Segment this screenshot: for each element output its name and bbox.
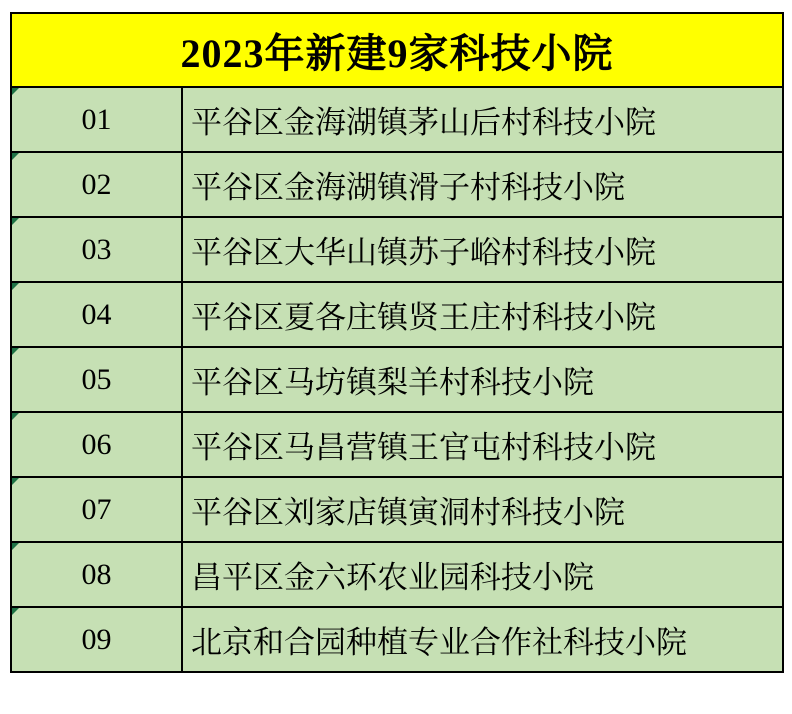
cell-error-triangle-icon [12, 543, 19, 550]
row-number-cell[interactable] [11, 477, 182, 542]
courtyard-name-cell[interactable] [182, 477, 783, 542]
cell-error-triangle-icon [12, 88, 19, 95]
courtyard-name-cell[interactable] [182, 87, 783, 152]
row-number-cell[interactable] [11, 542, 182, 607]
row-number-cell[interactable] [11, 282, 182, 347]
cell-error-triangle-icon [12, 218, 19, 225]
row-number-cell[interactable] [11, 412, 182, 477]
row-number: 02 [81, 167, 112, 201]
cell-error-triangle-icon [12, 283, 19, 290]
courtyard-name: 北京和合园种植专业合作社科技小院 [191, 625, 687, 660]
row-number: 04 [81, 297, 112, 331]
courtyard-name-cell[interactable] [182, 412, 783, 477]
table-body [11, 87, 783, 672]
table-row [11, 347, 783, 412]
row-number-cell[interactable] [11, 152, 182, 217]
courtyard-name-cell[interactable] [182, 217, 783, 282]
table-row [11, 607, 783, 672]
courtyard-name-cell[interactable] [182, 607, 783, 672]
courtyard-name-cell[interactable] [182, 152, 783, 217]
courtyard-name: 平谷区马坊镇梨羊村科技小院 [191, 365, 594, 400]
table-row [11, 217, 783, 282]
row-number: 01 [81, 102, 112, 136]
table-row [11, 282, 783, 347]
row-number-cell[interactable] [11, 607, 182, 672]
table-row [11, 542, 783, 607]
title-row [11, 13, 783, 87]
row-number: 05 [81, 362, 112, 396]
cell-error-triangle-icon [12, 153, 19, 160]
row-number: 06 [81, 427, 112, 461]
courtyard-name: 平谷区金海湖镇滑子村科技小院 [191, 170, 625, 205]
cell-error-triangle-icon [12, 478, 19, 485]
row-number-cell[interactable] [11, 87, 182, 152]
cell-error-triangle-icon [12, 608, 19, 615]
row-number: 03 [81, 232, 112, 266]
science-courtyard-table [10, 12, 784, 673]
table-title: 2023年新建9家科技小院 [11, 13, 783, 87]
courtyard-name: 昌平区金六环农业园科技小院 [191, 560, 594, 595]
table-row [11, 412, 783, 477]
table-row [11, 87, 783, 152]
courtyard-name-cell[interactable] [182, 542, 783, 607]
courtyard-name-cell[interactable] [182, 282, 783, 347]
courtyard-name: 平谷区刘家店镇寅洞村科技小院 [191, 495, 625, 530]
row-number-cell[interactable] [11, 347, 182, 412]
cell-error-triangle-icon [12, 348, 19, 355]
row-number: 08 [81, 557, 112, 591]
row-number: 07 [81, 492, 112, 526]
courtyard-name-cell[interactable] [182, 347, 783, 412]
row-number: 09 [81, 622, 112, 656]
table-row [11, 152, 783, 217]
courtyard-name: 平谷区夏各庄镇贤王庄村科技小院 [191, 300, 656, 335]
table-row [11, 477, 783, 542]
courtyard-name: 平谷区金海湖镇茅山后村科技小院 [191, 105, 656, 140]
row-number-cell[interactable] [11, 217, 182, 282]
courtyard-name: 平谷区马昌营镇王官屯村科技小院 [191, 430, 656, 465]
cell-error-triangle-icon [12, 413, 19, 420]
courtyard-name: 平谷区大华山镇苏子峪村科技小院 [191, 235, 656, 270]
